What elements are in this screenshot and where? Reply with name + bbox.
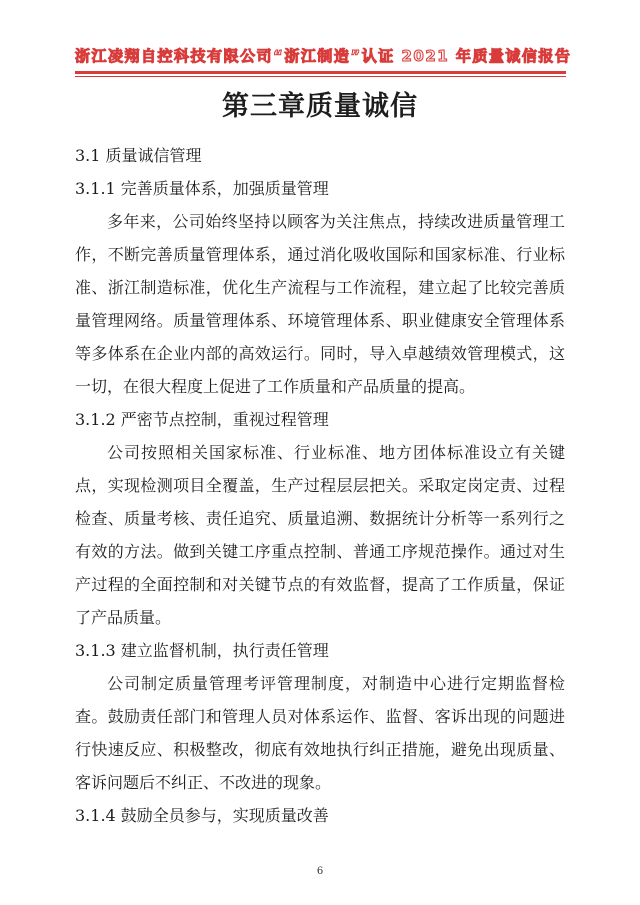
section-heading-3-1-2: 3.1.2 严密节点控制，重视过程管理 <box>75 410 329 429</box>
header-company-name: 浙江凌翔自控科技有限公司 <box>75 47 274 65</box>
section-heading-3-1-4: 3.1.4 鼓励全员参与，实现质量改善 <box>75 806 329 825</box>
section-heading-3-1: 3.1 质量诚信管理 <box>75 146 202 165</box>
paragraph: 公司按照相关国家标准、行业标准、地方团体标准设立有关键点，实现检测项目全覆盖，生产过程层层把关。采取定岗定责、过程检查、质量考核、责任追究、质量追溯、数据统计分析等一系列行之有效的方法。做到关键工序重点控制、普通工序规范操作。通过对生产过程的全面控制和对关键节点的有效监督，提高了工作质量，保证了产品质量。 <box>75 443 565 627</box>
chapter-title: 第三章质量诚信 <box>222 91 418 122</box>
page-number: 6 <box>316 866 324 877</box>
section-heading-3-1-3: 3.1.3 建立监督机制，执行责任管理 <box>75 641 329 660</box>
page-header <box>75 45 572 77</box>
section-heading-3-1-1: 3.1.1 完善质量体系，加强质量管理 <box>75 179 329 198</box>
document-body <box>75 139 565 832</box>
paragraph: 多年来，公司始终坚持以顾客为关注焦点，持续改进质量管理工作，不断完善质量管理体系，通过消化吸收国际和国家标准、行业标准、浙江制造标准，优化生产流程与工作流程，建立起了比较完善质量管理网络。质量管理体系、环境管理体系、职业健康安全管理体系等多体系在企业内部的高效运行。同时，导入卓越绩效管理模式，这一切，在很大程度上促进了工作质量和产品质量的提高。 <box>75 212 565 396</box>
header-divider-rule <box>75 71 566 77</box>
paragraph: 公司制定质量管理考评管理制度，对制造中心进行定期监督检查。鼓励责任部门和管理人员对体系运作、监督、客诉出现的问题进行快速反应、积极整改，彻底有效地执行纠正措施，避免出现质量、客诉问题后不纠正、不改进的现象。 <box>75 674 565 792</box>
header-report-title: “浙江制造”认证 2021 年质量诚信报告 <box>273 47 572 65</box>
